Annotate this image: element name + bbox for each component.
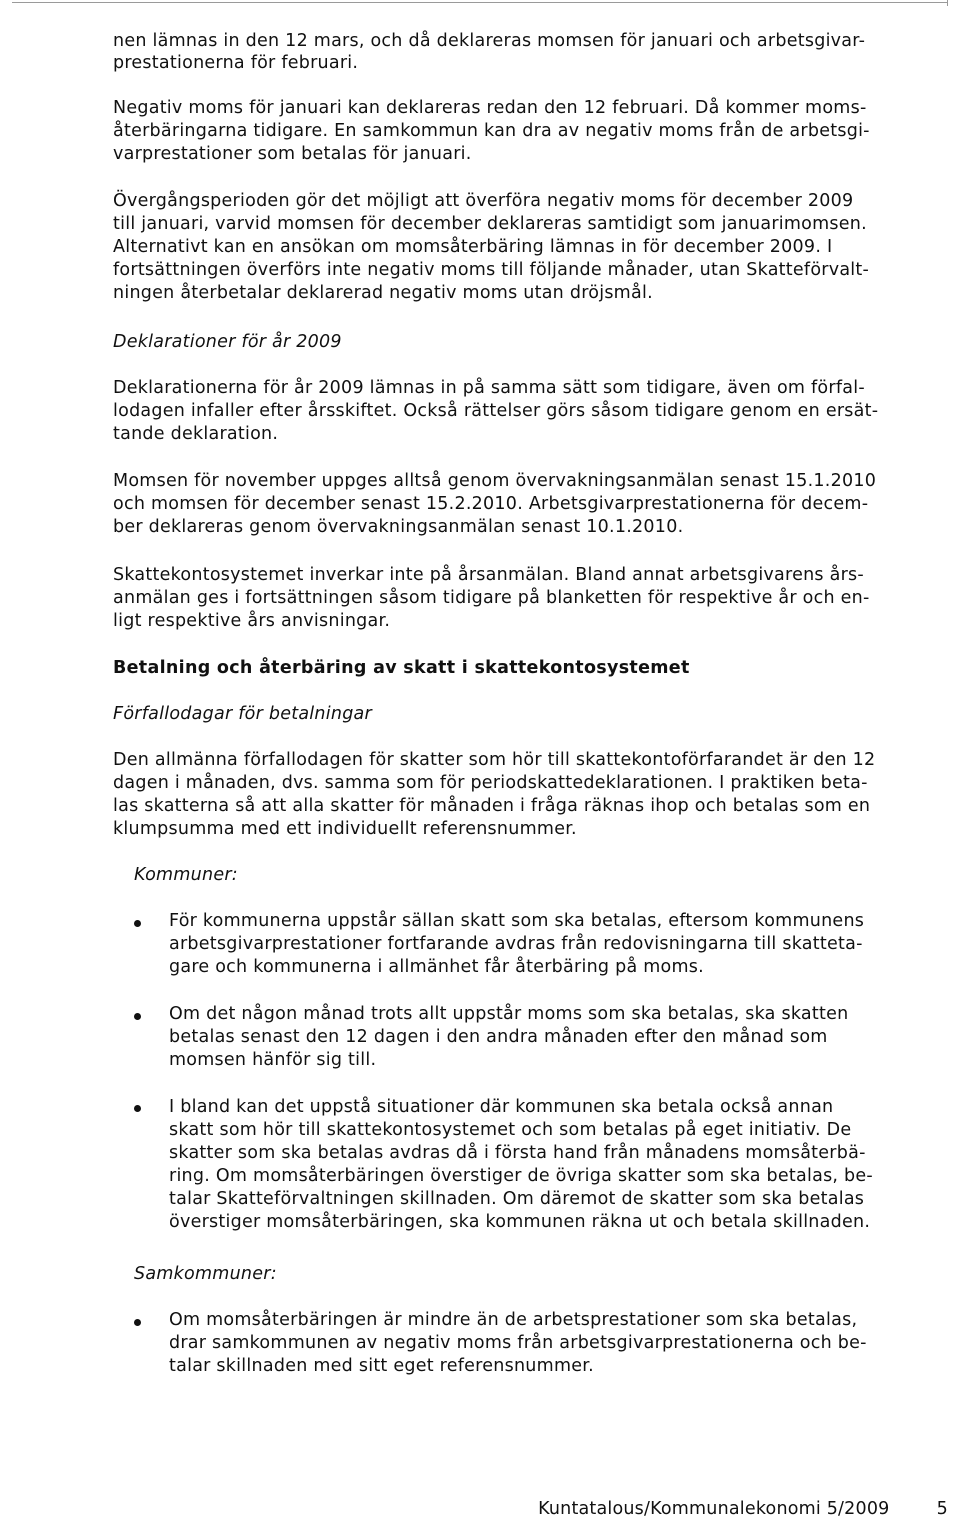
bullet-text-line: betalas senast den 12 dagen i den andra månaden efter den månad som bbox=[169, 1027, 828, 1047]
bullet-marker bbox=[134, 1105, 141, 1112]
text-line: ningen återbetalar deklarerad negativ moms utan dröjsmål. bbox=[113, 283, 653, 303]
bullet-text-line: arbetsgivarprestationer fortfarande avdras från redovisningarna till skatteta- bbox=[169, 934, 863, 954]
label-samkommuner: Samkommuner: bbox=[134, 1264, 277, 1284]
bullet-text-line: talar Skatteförvaltningen skillnaden. Om däremot de skatter som ska betalas bbox=[169, 1189, 865, 1209]
bullet-marker bbox=[134, 1319, 141, 1326]
text-line: Deklarationerna för år 2009 lämnas in på samma sätt som tidigare, även om förfal- bbox=[113, 378, 865, 398]
subheading-forfallodagar: Förfallodagar för betalningar bbox=[113, 704, 372, 724]
text-line: lodagen infaller efter årsskiftet. Också rättelser görs såsom tidigare genom en ersät- bbox=[113, 401, 879, 421]
footer-page-number: 5 bbox=[936, 1499, 948, 1519]
text-line: fortsättningen överförs inte negativ moms till följande månader, utan Skatteförvalt- bbox=[113, 260, 870, 280]
bullet-text-line: Om det någon månad trots allt uppstår moms som ska betalas, ska skatten bbox=[169, 1004, 849, 1024]
text-line: till januari, varvid momsen för december deklareras samtidigt som januarimomsen. bbox=[113, 214, 867, 234]
text-line: ber deklareras genom övervakningsanmälan senast 10.1.2010. bbox=[113, 517, 684, 537]
bullet-text-line: överstiger momsåterbäringen, ska kommunen räkna ut och betala skillnaden. bbox=[169, 1212, 871, 1232]
text-line: klumpsumma med ett individuellt referensnummer. bbox=[113, 819, 577, 839]
text-line: Momsen för november uppges alltså genom övervakningsanmälan senast 15.1.2010 bbox=[113, 471, 877, 491]
page-top-rule bbox=[12, 2, 948, 3]
text-line: Alternativt kan en ansökan om momsåterbäring lämnas in för december 2009. I bbox=[113, 237, 833, 257]
text-line: varprestationer som betalas för januari. bbox=[113, 144, 472, 164]
page-top-rule-mark bbox=[947, 0, 948, 6]
text-line: återbäringarna tidigare. En samkommun kan dra av negativ moms från de arbetsgi- bbox=[113, 121, 870, 141]
text-line: nen lämnas in den 12 mars, och då deklareras momsen för januari och arbetsgivar- bbox=[113, 31, 866, 51]
text-line: Den allmänna förfallodagen för skatter som hör till skattekontoförfarandet är den 12 bbox=[113, 750, 876, 770]
bullet-text-line: I bland kan det uppstå situationer där kommunen ska betala också annan bbox=[169, 1097, 834, 1117]
text-line: dagen i månaden, dvs. samma som för periodskattedeklarationen. I praktiken beta- bbox=[113, 773, 868, 793]
text-line: anmälan ges i fortsättningen såsom tidigare på blanketten för respektive år och en- bbox=[113, 588, 870, 608]
text-line: tande deklaration. bbox=[113, 424, 279, 444]
bullet-marker bbox=[134, 920, 141, 927]
bullet-text-line: drar samkommunen av negativ moms från arbetsgivarprestationerna och be- bbox=[169, 1333, 867, 1353]
bullet-marker bbox=[134, 1013, 141, 1020]
text-line: Övergångsperioden gör det möjligt att överföra negativ moms för december 2009 bbox=[113, 191, 854, 211]
subheading-deklarationer: Deklarationer för år 2009 bbox=[113, 332, 342, 352]
text-line: Negativ moms för januari kan deklareras redan den 12 februari. Då kommer moms- bbox=[113, 98, 867, 118]
bullet-text-line: skatter som ska betalas avdras då i första hand från månadens momsåterbä- bbox=[169, 1143, 866, 1163]
bullet-text-line: För kommunerna uppstår sällan skatt som ska betalas, eftersom kommunens bbox=[169, 911, 865, 931]
bullet-text-line: skatt som hör till skattekontosystemet och som betalas på eget initiativ. De bbox=[169, 1120, 852, 1140]
bullet-text-line: ring. Om momsåterbäringen överstiger de övriga skatter som ska betalas, be- bbox=[169, 1166, 874, 1186]
bullet-text-line: Om momsåterbäringen är mindre än de arbetsprestationer som ska betalas, bbox=[169, 1310, 858, 1330]
label-kommuner: Kommuner: bbox=[134, 865, 238, 885]
bullet-text-line: gare och kommunerna i allmänhet får återbäring på moms. bbox=[169, 957, 704, 977]
text-line: prestationerna för februari. bbox=[113, 53, 359, 73]
section-heading: Betalning och återbäring av skatt i skattekontosystemet bbox=[113, 658, 690, 678]
text-line: ligt respektive års anvisningar. bbox=[113, 611, 391, 631]
page-footer bbox=[538, 1498, 948, 1521]
text-line: och momsen för december senast 15.2.2010. Arbetsgivarprestationerna för decem- bbox=[113, 494, 869, 514]
bullet-text-line: talar skillnaden med sitt eget referensnummer. bbox=[169, 1356, 594, 1376]
text-line: las skatterna så att alla skatter för månaden i fråga räknas ihop och betalas som en bbox=[113, 796, 871, 816]
text-line: Skattekontosystemet inverkar inte på årsanmälan. Bland annat arbetsgivarens års- bbox=[113, 565, 864, 585]
bullet-text-line: momsen hänför sig till. bbox=[169, 1050, 377, 1070]
footer-publication: Kuntatalous/Kommunalekonomi 5/2009 bbox=[538, 1499, 890, 1519]
